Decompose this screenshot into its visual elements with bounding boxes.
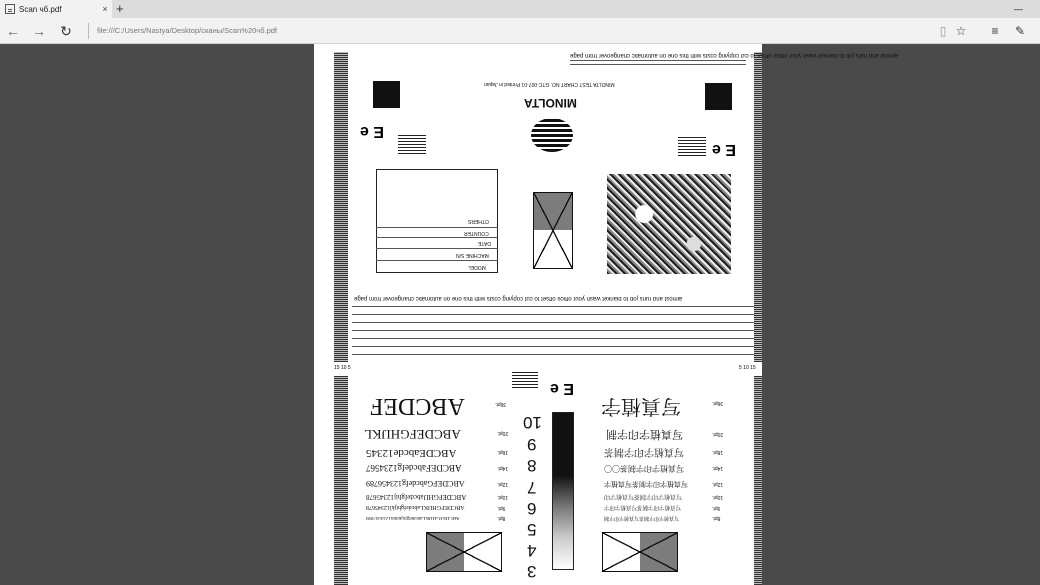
registration-e-mark: E e	[550, 380, 575, 397]
pt-label: 14pt.	[712, 465, 724, 471]
brand-logo-text: MINOLTA	[524, 96, 577, 110]
hub-icon[interactable]: ≡	[991, 24, 999, 38]
ruler-right: 5 10 15	[739, 365, 756, 371]
resolution-patch	[398, 134, 426, 154]
latin-sample-8: ABCDEFGHIJKLabcdefghijklmn1234567890	[366, 515, 460, 520]
step-digit: 10	[523, 413, 542, 432]
form-divider	[376, 237, 498, 238]
scan-bar-left	[334, 52, 348, 362]
paragraph-line	[352, 314, 754, 315]
chart-note: MINOLTA TEST CHART NO. GTC-007-01 Printed in Japan	[484, 81, 615, 87]
paragraph-line	[352, 306, 754, 307]
cjk-sample-10: 写真植字印字制茶写真植字印	[604, 493, 683, 500]
pt-label: 10pt.	[712, 494, 724, 500]
pdf-page	[314, 44, 899, 585]
tab-close-icon[interactable]: ×	[102, 4, 108, 14]
brand-logo-mark	[531, 118, 573, 152]
paragraph-line	[352, 330, 754, 331]
registration-e-mark: E e	[712, 141, 737, 158]
reading-view-icon[interactable]: ▯	[939, 24, 947, 38]
address-url: file:///C:/Users/Nastya/Desktop/сканы/Scan%20чб.pdf	[97, 26, 277, 35]
pt-label: 20pt.	[712, 431, 724, 437]
paragraph-middle: almost and runs job to blanket wash your office offset to cut copying costs with this one on automatic changeover from page	[354, 295, 683, 301]
black-square	[373, 81, 400, 108]
cross-fill	[533, 192, 573, 230]
pt-label: 16pt.	[497, 449, 509, 455]
latin-sample-16: ABCDEabcde12345	[366, 447, 457, 459]
pt-label: 14pt.	[497, 465, 509, 471]
paragraph-line	[570, 64, 746, 65]
favorite-star-icon[interactable]: ☆	[955, 24, 967, 38]
pt-label: 12pt.	[497, 481, 509, 487]
ruler-left: 15 10 5	[334, 365, 351, 371]
pt-label: 8pt.	[497, 515, 506, 521]
form-field-label: MODEL	[468, 264, 486, 270]
scan-bar-left-lower	[334, 376, 348, 585]
web-note-icon[interactable]: ✎	[1014, 24, 1026, 38]
latin-sample-12: ABCDEFGabcdefg123456789	[366, 479, 465, 488]
registration-e-mark: E e	[360, 123, 385, 140]
form-divider	[376, 260, 498, 261]
pt-label: 9pt.	[497, 505, 506, 511]
form-divider	[376, 227, 498, 228]
paragraph-line	[570, 60, 746, 61]
form-divider	[376, 248, 498, 249]
tab-bar	[0, 0, 1040, 18]
form-field-label: DATE	[478, 240, 491, 246]
scan-bar-right	[754, 52, 762, 362]
scan-bar-right-lower	[754, 376, 762, 585]
back-icon[interactable]: ←	[6, 23, 20, 39]
cjk-sample-12: 写真植字印字制茶写真植字	[604, 480, 688, 488]
step-digit: 5	[527, 520, 537, 539]
pt-label: 8pt.	[712, 515, 721, 521]
paragraph-line	[352, 322, 754, 323]
black-square	[705, 83, 732, 110]
tab-title: Scan чб.pdf	[19, 4, 62, 14]
cjk-sample-20: 写真植字印字制	[606, 428, 683, 441]
minimize-button[interactable]: —	[1014, 4, 1023, 14]
address-bar[interactable]	[88, 23, 909, 39]
pt-label: 18pt.	[712, 449, 724, 455]
pt-label: 12pt.	[712, 481, 724, 487]
latin-sample-20: ABCDEFGHIJKL	[364, 427, 461, 442]
form-field-label: COUNTER	[464, 230, 489, 236]
tab-scan-pdf[interactable]	[0, 0, 112, 18]
cjk-sample-36: 写真植字	[601, 395, 681, 419]
navigation-toolbar	[0, 18, 1040, 44]
latin-sample-10: ABCDEFGHIJabcdefghij12345678	[366, 493, 467, 501]
latin-sample-36: ABCDEF	[370, 393, 465, 419]
paragraph-line	[352, 346, 754, 347]
cjk-sample-14: 写真植字印字制茶〇〇	[604, 464, 684, 473]
cjk-sample-9: 写真植字印字制茶写真植字印字	[604, 504, 682, 510]
paragraph-line	[352, 354, 754, 355]
latin-sample-9: ABCDEFGHIJKLabcdefghijkl12345678	[366, 504, 465, 510]
form-field-label: MACHINE S/N	[456, 252, 489, 258]
grayscale-strip	[552, 412, 574, 570]
latin-sample-14: ABCDEFabcdefg1234567	[366, 463, 462, 473]
paragraph-top: almost and runs job to blanket wash your office offset to cut copying costs with this one on automatic changeover from page	[570, 52, 899, 58]
step-digit: 8	[527, 456, 537, 475]
resolution-patch	[678, 136, 706, 156]
step-digit: 7	[527, 478, 537, 497]
pt-label: 36pt.	[495, 401, 507, 407]
step-digit: 4	[527, 541, 537, 560]
cjk-sample-18: 写真植字印字制茶	[604, 446, 684, 457]
pt-label: 36pt.	[712, 400, 724, 406]
paragraph-line	[352, 338, 754, 339]
step-digit: 9	[527, 435, 537, 454]
resolution-patch	[512, 370, 538, 388]
halftone-photo	[607, 174, 731, 274]
form-field-label: OTHERS	[468, 218, 489, 224]
step-digit: 3	[527, 562, 537, 581]
pt-label: 10pt.	[497, 494, 509, 500]
new-tab-button[interactable]: +	[116, 1, 124, 16]
forward-icon[interactable]: →	[32, 23, 46, 39]
cross-fill	[640, 532, 678, 572]
cjk-sample-8: 写真植字印字制茶写真植字印字制	[604, 515, 680, 521]
pt-label: 9pt.	[712, 505, 721, 511]
pt-label: 20pt.	[497, 430, 509, 436]
refresh-icon[interactable]: ↻	[60, 23, 72, 39]
step-digit: 6	[527, 499, 537, 518]
cross-fill	[426, 532, 464, 572]
pdf-file-icon	[5, 4, 15, 14]
